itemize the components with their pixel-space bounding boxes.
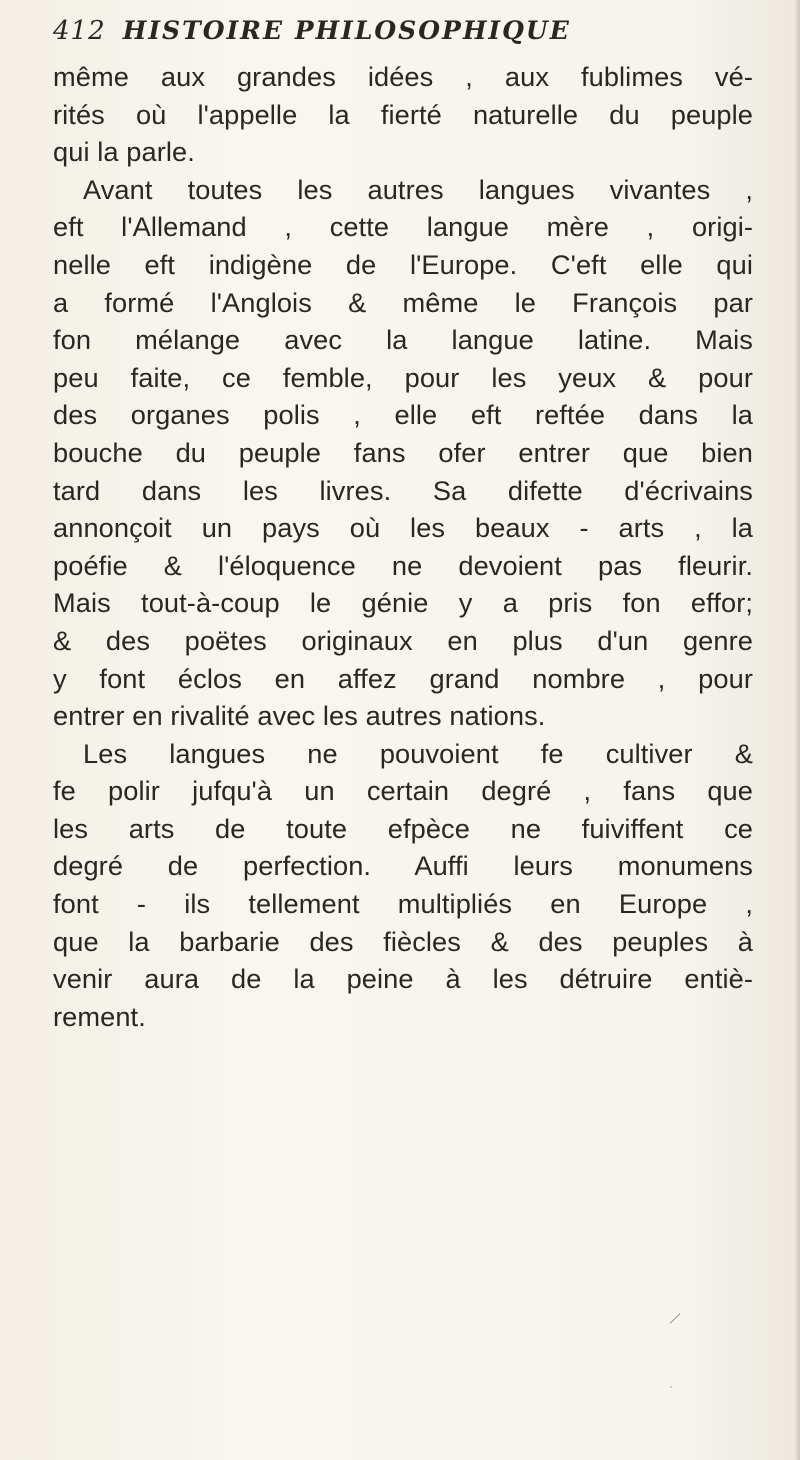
paper-speck [670, 1386, 672, 1388]
text-line: poéfie & l'éloquence ne devoient pas fleurir. [53, 549, 753, 581]
page-number: 412 [53, 16, 106, 46]
body-text [53, 58, 753, 1035]
text-line: & des poëtes originaux en plus d'un genre [53, 624, 753, 656]
page-header [53, 16, 753, 58]
text-line: fon mélange avec la langue latine. Mais [53, 324, 753, 356]
text-line: rement. [53, 1000, 146, 1032]
text-line: venir aura de la peine à les détruire entiè- [53, 963, 753, 995]
text-line: y font éclos en affez grand nombre , pour [53, 662, 753, 694]
text-line: des organes polis , elle eft reftée dans la [53, 399, 753, 431]
text-line: rités où l'appelle la fierté naturelle du peuple [53, 98, 753, 130]
text-line: eft l'Allemand , cette langue mère , origi- [53, 211, 753, 243]
page-edge-shadow [794, 0, 800, 1460]
text-line: même aux grandes idées , aux fublimes vé- [53, 61, 753, 92]
text-line: a formé l'Anglois & même le François par [53, 286, 753, 318]
text-line: bouche du peuple fans ofer entrer que bien [53, 436, 753, 468]
text-line: Mais tout-à-coup le génie y a pris fon effor; [53, 587, 753, 619]
paragraph-start-line: Les langues ne pouvoient fe cultiver & [83, 737, 753, 769]
paragraph-start-line: Avant toutes les autres langues vivantes , [83, 173, 753, 205]
text-line: font - ils tellement multipliés en Europe , [53, 888, 753, 920]
text-line: les arts de toute efpèce ne fuiviffent ce [53, 812, 753, 844]
text-line: annonçoit un pays où les beaux - arts , la [53, 512, 753, 544]
text-line: nelle eft indigène de l'Europe. C'eft elle qui [53, 248, 753, 280]
text-line: degré de perfection. Auffi leurs monumens [53, 850, 753, 882]
text-line: que la barbarie des fiècles & des peuples à [53, 925, 753, 957]
text-line: fe polir jufqu'à un certain degré , fans que [53, 775, 753, 807]
text-line: qui la parle. [53, 136, 195, 168]
text-line: entrer en rivalité avec les autres nations. [53, 700, 546, 732]
running-title: HISTOIRE PHILOSOPHIQUE [122, 16, 571, 45]
text-line: peu faite, ce femble, pour les yeux & pour [53, 361, 753, 393]
paper-mark [670, 1313, 681, 1324]
text-line: tard dans les livres. Sa difette d'écrivains [53, 474, 753, 506]
